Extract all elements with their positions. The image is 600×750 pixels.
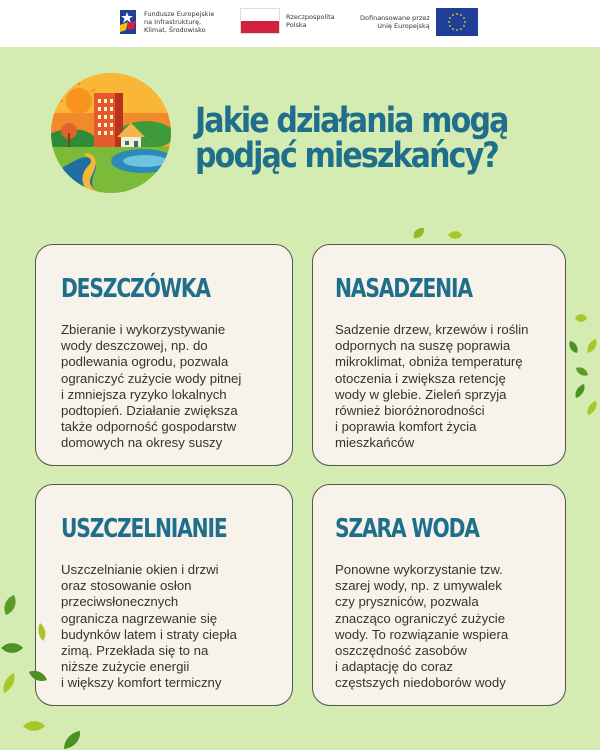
card-line: przeciwsłonecznych xyxy=(61,594,179,610)
polish-flag-icon xyxy=(240,8,280,34)
card-title: SZARA WODA xyxy=(335,514,479,544)
card-line: i większy komfort termiczny xyxy=(61,675,222,691)
card-nasadzenia xyxy=(312,244,566,466)
leaf-icon xyxy=(62,730,82,750)
card-deszczowka xyxy=(35,244,293,466)
card-title: DESZCZÓWKA xyxy=(61,274,210,304)
card-line: niższe zużycie energii xyxy=(61,659,190,675)
eu-flag-icon xyxy=(436,8,478,36)
fundusze-europejskie-logo xyxy=(118,8,214,36)
card-line: i poprawia komfort życia xyxy=(335,419,477,435)
leaf-icon xyxy=(2,672,16,694)
card-line: i adaptację do coraz xyxy=(335,659,454,675)
pl-logo-text xyxy=(286,13,335,29)
leaf-icon xyxy=(574,312,588,324)
card-line: znacząco ograniczyć zużycie xyxy=(335,610,506,626)
card-line: budynków latem i straty ciepła xyxy=(61,626,237,642)
card-line: częstszych niedoborów wody xyxy=(335,675,506,691)
card-line: także odporność gospodarstw xyxy=(61,419,237,435)
eu-cofunding-logo xyxy=(360,8,478,36)
card-line: Zbieranie i wykorzystywanie xyxy=(61,322,226,337)
card-line: oszczędność zasobów xyxy=(335,643,467,659)
title-line: podjąć mieszkańcy? xyxy=(195,136,498,176)
card-line: Uszczelnianie okien i drzwi xyxy=(61,562,219,577)
fe-logo-text xyxy=(144,10,214,34)
card-title: USZCZELNIANIE xyxy=(61,514,227,544)
leaf-icon xyxy=(0,640,24,656)
card-line: ograniczyć zużycie wody pitnej xyxy=(61,370,242,386)
logo-line: Dofinansowane przez xyxy=(360,14,430,22)
card-line: odpornych na suszę poprawia xyxy=(335,338,511,354)
leaf-icon xyxy=(586,400,598,416)
card-line: szarej wody, np. z umywalek xyxy=(335,578,502,594)
city-landscape-illustration xyxy=(51,73,171,193)
card-line: zimą. Przekłada się to na xyxy=(61,643,209,659)
card-line: i zmniejsza ryzyko lokalnych xyxy=(61,386,227,402)
logo-line: Rzeczpospolita xyxy=(286,13,335,21)
leaf-icon xyxy=(575,365,589,377)
logo-line: na Infrastrukturę, xyxy=(144,18,202,26)
leaf-icon xyxy=(574,383,586,399)
card-line: otoczenia i zwiększa retencję xyxy=(335,370,506,386)
leaf-icon xyxy=(37,622,47,642)
logo-bar xyxy=(0,0,600,47)
card-line: wody deszczowej, np. do xyxy=(61,338,208,354)
leaf-icon xyxy=(586,338,598,354)
card-line: wody w glebie. Zieleń sprzyja xyxy=(335,386,507,402)
card-uszczelnianie xyxy=(35,484,293,706)
card-line: Ponowne wykorzystanie tzw. xyxy=(335,562,503,577)
leaf-icon xyxy=(28,668,48,684)
logo-line: Polska xyxy=(286,21,307,29)
rzeczpospolita-polska-logo xyxy=(240,8,335,34)
card-body xyxy=(335,322,560,452)
card-body xyxy=(61,562,286,692)
leaf-icon xyxy=(2,594,18,616)
card-line: domowych na okresy suszy xyxy=(61,435,223,451)
card-body xyxy=(61,322,286,452)
card-title: NASADZENIA xyxy=(335,274,472,304)
title-line: Jakie działania mogą xyxy=(195,101,508,141)
card-line: oraz stosowanie osłon xyxy=(61,578,192,594)
card-line: Sadzenie drzew, krzewów i roślin xyxy=(335,322,529,337)
leaf-icon xyxy=(412,226,426,240)
card-szara-woda xyxy=(312,484,566,706)
leaf-icon xyxy=(22,718,46,734)
logo-line: Klimat, Środowisko xyxy=(144,26,206,34)
card-line: wody. To rozwiązanie wspiera xyxy=(335,626,509,642)
leaf-icon xyxy=(447,230,463,240)
card-line: czy pryszniców, pozwala xyxy=(335,594,479,610)
page-title xyxy=(195,101,508,176)
eu-logo-text xyxy=(360,14,430,30)
fe-star-icon xyxy=(118,8,138,36)
card-line: mikroklimat, obniża temperaturę xyxy=(335,354,523,370)
card-line: mieszkańców xyxy=(335,435,415,451)
card-line: ogranicza nagrzewanie się xyxy=(61,610,218,626)
logo-line: Fundusze Europejskie xyxy=(144,10,215,18)
card-line: podlewania ogrodu, pozwala xyxy=(61,354,229,370)
leaf-icon xyxy=(568,340,580,354)
card-body xyxy=(335,562,560,692)
logo-line: Unię Europejską xyxy=(377,22,430,30)
card-line: również bioróżnorodności xyxy=(335,403,485,419)
card-line: podtopień. Działanie zwiększa xyxy=(61,403,238,419)
